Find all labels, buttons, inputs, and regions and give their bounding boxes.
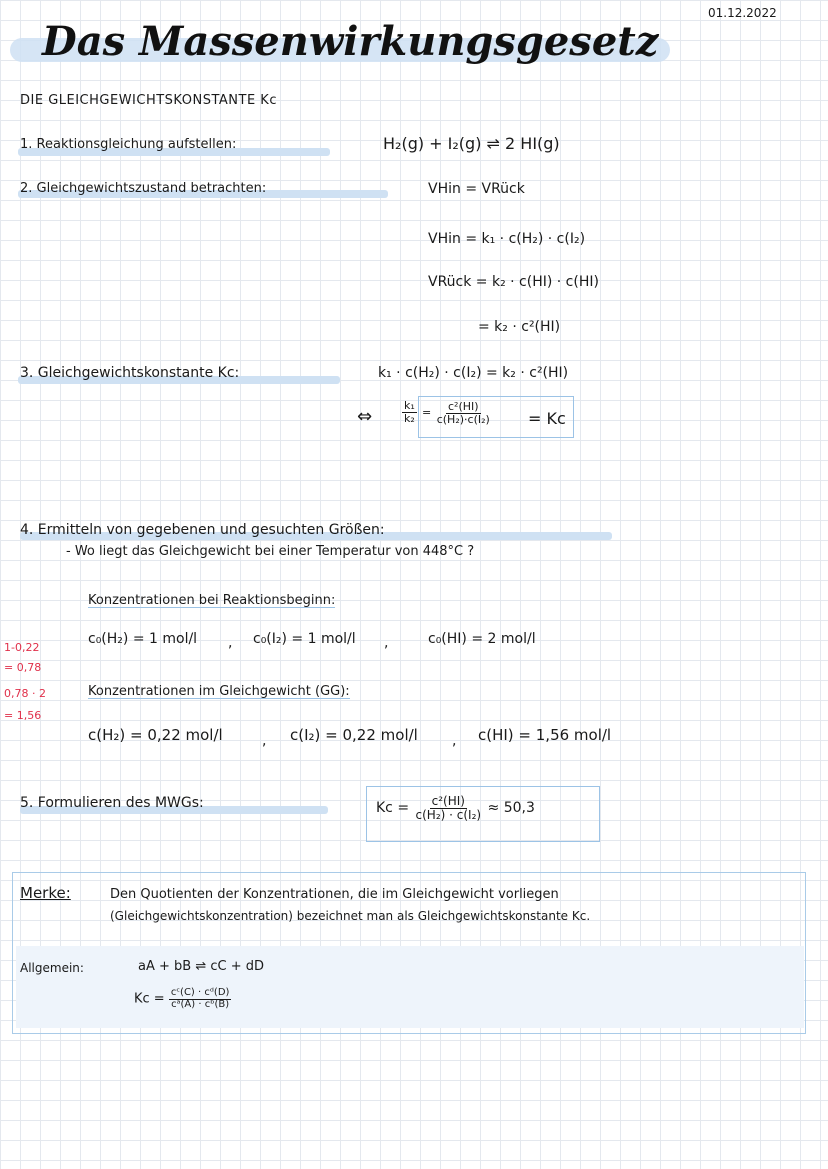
step3-k-fraction [402, 400, 417, 424]
general-kc-lhs: Kc = [134, 991, 165, 1007]
step2-line-2: VHin = k₁ · c(H₂) · c(I₂) [428, 231, 586, 247]
eq-hi: c(HI) = 1,56 mol/l [478, 726, 612, 744]
step1-label: 1. Reaktionsgleichung aufstellen: [20, 137, 237, 152]
step4-question: - Wo liegt das Gleichgewicht bei einer Temperatur von 448°C ? [66, 544, 475, 559]
start-sep-2: , [384, 635, 389, 651]
general-kc [134, 988, 231, 1010]
allgemein-area [16, 946, 804, 1028]
step3-arrow: ⇔ [357, 406, 373, 427]
k-numerator: k₁ [404, 399, 415, 412]
general-kc-numerator: cᶜ(C) · cᵈ(D) [170, 987, 230, 998]
k-denominator: k₂ [404, 411, 415, 425]
general-kc-denominator: cᵃ(A) · cᵇ(B) [171, 998, 230, 1010]
eq-i2: c(I₂) = 0,22 mol/l [290, 726, 418, 744]
step2-line-3: VRück = k₂ · c(HI) · c(HI) [428, 274, 599, 290]
date: 01.12.2022 [708, 6, 777, 20]
start-i2: c₀(I₂) = 1 mol/l [253, 631, 356, 647]
page-title: Das Massenwirkungsgesetz [42, 18, 659, 65]
step5-lhs: Kc = [376, 800, 410, 817]
merke-label: Merke: [20, 884, 71, 902]
merke-line-1: Den Quotienten der Konzentrationen, die im Gleichgewicht vorliegen [110, 887, 559, 902]
step5-numerator: c²(HI) [431, 794, 465, 808]
step5-denominator: c(H₂) · c(I₂) [415, 807, 482, 822]
eq-heading: Konzentrationen im Gleichgewicht (GG): [88, 684, 350, 699]
eq-sep-1: , [262, 733, 267, 749]
start-sep-1: , [228, 635, 233, 651]
subtitle: DIE GLEICHGEWICHTSKONSTANTE Kc [20, 93, 277, 108]
eq-sep-2: , [452, 733, 457, 749]
general-equation: aA + bB ⇌ cC + dD [138, 959, 264, 974]
side-calc-2: = 0,78 [4, 661, 42, 674]
step5-approx: ≈ 50,3 [487, 800, 535, 817]
start-heading: Konzentrationen bei Reaktionsbeginn: [88, 593, 336, 608]
c-denominator: c(H₂)·c(I₂) [436, 412, 490, 426]
step3-result: = Kc [528, 409, 566, 428]
step3-label: 3. Gleichgewichtskonstante Kc: [20, 365, 240, 381]
side-calc-4: = 1,56 [4, 709, 42, 722]
step5-label: 5. Formulieren des MWGs: [20, 795, 204, 811]
step5-formula [376, 795, 535, 821]
step3-equation: k₁ · c(H₂) · c(I₂) = k₂ · c²(HI) [378, 365, 569, 381]
side-calc-1: 1-0,22 [4, 641, 40, 654]
merke-line-2: (Gleichgewichtskonzentration) bezeichnet man als Gleichgewichtskonstante Kc. [110, 909, 591, 923]
allgemein-label: Allgemein: [20, 961, 84, 975]
start-hi: c₀(HI) = 2 mol/l [428, 631, 536, 647]
c-numerator: c²(HI) [447, 400, 479, 413]
step3-c-fraction: = $\frac{\text{c²(HI)}}{\text{c(H₂)·c(I₂)}}$ [422, 400, 490, 426]
step2-line-4: = k₂ · c²(HI) [478, 319, 561, 335]
side-calc-3: 0,78 · 2 [4, 687, 46, 700]
step1-equation: H₂(g) + I₂(g) ⇌ 2 HI(g) [383, 134, 560, 153]
step2-label: 2. Gleichgewichtszustand betrachten: [20, 181, 267, 196]
step4-label: 4. Ermitteln von gegebenen und gesuchten Größen: [20, 522, 385, 538]
start-h2: c₀(H₂) = 1 mol/l [88, 631, 198, 647]
step2-line-1: VHin = VRück [428, 181, 525, 197]
eq-h2: c(H₂) = 0,22 mol/l [88, 726, 223, 744]
